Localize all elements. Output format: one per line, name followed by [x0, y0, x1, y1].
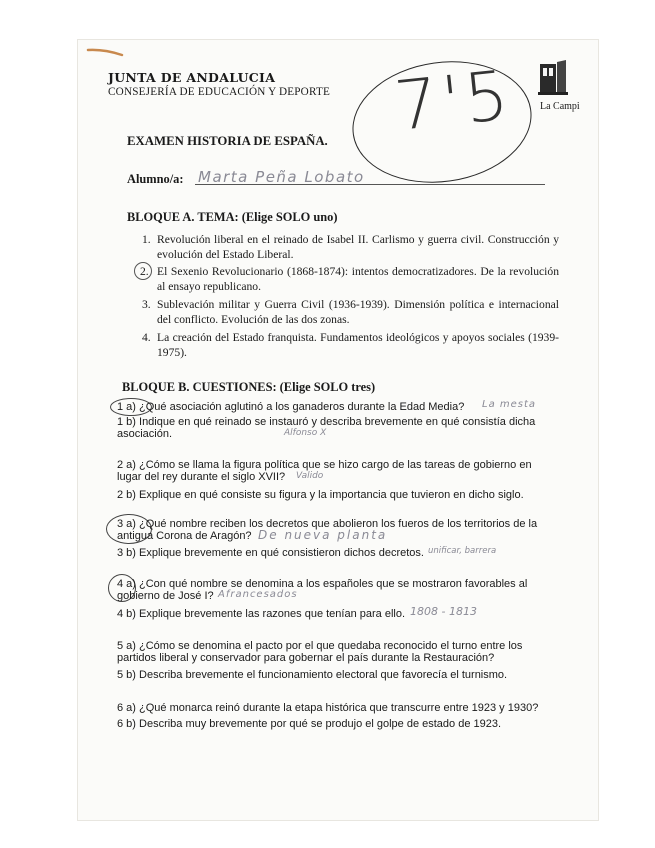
student-label: Alumno/a:: [127, 172, 184, 186]
grade-value: 7'5: [391, 56, 517, 147]
tema-4-number: 4.: [142, 331, 151, 344]
org-title: JUNTA DE ANDALUCIA: [108, 70, 276, 85]
org-subtitle: CONSEJERÍA DE EDUCACIÓN Y DEPORTE: [108, 86, 331, 98]
q2a-answer: Valido: [296, 471, 324, 481]
student-name-line: [195, 184, 545, 185]
q2a-text: 2 a) ¿Cómo se llama la figura política que se hizo cargo de las tareas de gobierno en lugar del rey durante el siglo XVII?: [117, 459, 532, 483]
school-logo-icon: [537, 58, 569, 98]
tema-3-text: Sublevación militar y Guerra Civil (1936-1939). Dimensión política e internacional del conflicto. Evolución de las dos zonas.: [157, 298, 559, 326]
q1a-answer: La mesta: [482, 399, 537, 410]
q6b-text: 6 b) Describa muy brevemente por qué se produjo el golpe de estado de 1923.: [117, 718, 502, 730]
bloque-a-title: BLOQUE A. TEMA: (Elige SOLO uno): [127, 210, 338, 224]
q5a-text: 5 a) ¿Cómo se denomina el pacto por el que quedaba reconocido el turno entre los partidos liberal y conservador para gobernar el país durante la Restauración?: [117, 640, 523, 664]
q1b-answer: Alfonso X: [284, 428, 327, 438]
q4b-text: 4 b) Explique brevemente las razones que tenían para ello.: [117, 608, 406, 620]
q1b-text: 1 b) Indique en qué reinado se instauró y describa brevemente en qué consistía dicha asociación.: [117, 416, 536, 440]
tema-4-text: La creación del Estado franquista. Fundamentos ideológicos y apoyos sociales (1939-1975).: [157, 331, 559, 359]
pencil-mark: [86, 44, 126, 58]
q6a-text: 6 a) ¿Qué monarca reinó durante la etapa histórica que transcurre entre 1923 y 1930?: [117, 702, 539, 714]
tema-3-number: 3.: [142, 298, 151, 311]
bloque-b-title: BLOQUE B. CUESTIONES: (Elige SOLO tres): [122, 380, 376, 394]
exam-title: EXAMEN HISTORIA DE ESPAÑA.: [127, 134, 328, 148]
student-name: Marta Peña Lobato: [198, 168, 365, 186]
school-name: La Campi: [540, 101, 580, 112]
q4a-text: 4 a) ¿Con qué nombre se denomina a los españoles que se mostraron favorables al gobierno de José I?: [117, 578, 528, 602]
tema-2-text: El Sexenio Revolucionario (1868-1874): intentos democratizadores. De la revolución al ensayo republicano.: [157, 265, 559, 293]
q2b-text: 2 b) Explique en qué consiste su figura y la importancia que tuvieron en dicho siglo.: [117, 489, 524, 501]
q3a-answer: De nueva planta: [258, 528, 388, 542]
q4b-answer: 1808 - 1813: [410, 605, 477, 618]
q1a-text: 1 a) ¿Qué asociación aglutinó a los ganaderos durante la Edad Media?: [117, 401, 465, 413]
tema-2-number: 2.: [140, 265, 149, 278]
q3b-text: 3 b) Explique brevemente en qué consistieron dichos decretos.: [117, 547, 424, 559]
q3b-answer: unificar, barrera: [428, 546, 497, 556]
q5b-text: 5 b) Describa brevemente el funcionamiento electoral que favorecía el turnismo.: [117, 669, 508, 681]
tema-1-text: Revolución liberal en el reinado de Isabel II. Carlismo y guerra civil. Construcción y evolución del Estado Liberal.: [157, 233, 559, 261]
q3a-text: 3 a) ¿Qué nombre reciben los decretos que abolieron los fueros de los territorios de la antigua Corona de Aragón?: [117, 518, 538, 542]
tema-1-number: 1.: [142, 233, 151, 246]
q4a-answer: Afrancesados: [218, 589, 298, 600]
